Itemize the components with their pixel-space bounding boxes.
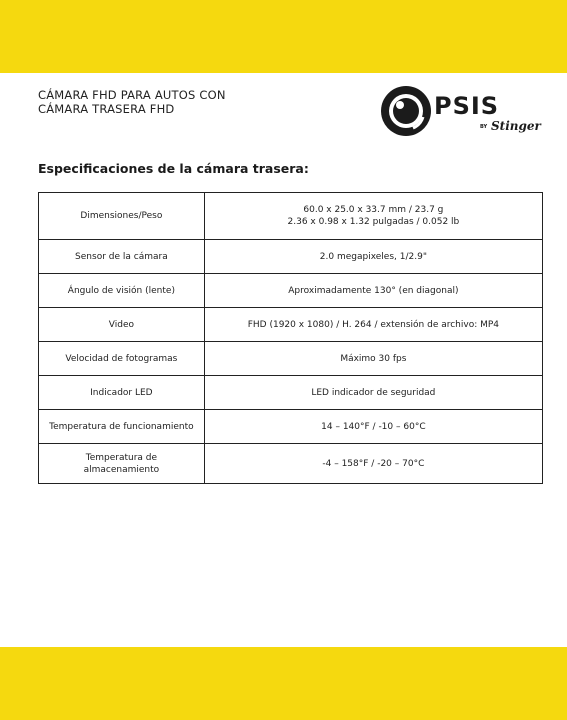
spec-label: Ángulo de visión (lente) [39, 274, 205, 308]
bottom-yellow-band [0, 647, 567, 720]
table-row [39, 376, 543, 410]
table-row [39, 193, 543, 240]
spec-value: -4 – 158°F / -20 – 70°C [204, 444, 542, 484]
spec-label-line: Temperatura de [85, 452, 158, 463]
spec-label: Indicador LED [39, 376, 205, 410]
spec-value: LED indicador de seguridad [204, 376, 542, 410]
product-title-line-1: CÁMARA FHD PARA AUTOS CON [38, 88, 226, 102]
logo-by-text: BY [480, 124, 488, 130]
spec-label: Video [39, 308, 205, 342]
spec-value-line: 60.0 x 25.0 x 33.7 mm / 23.7 g [303, 205, 444, 215]
spec-label-line: almacenamiento [83, 464, 160, 475]
table-row [39, 308, 543, 342]
spec-value: Aproximadamente 130° (en diagonal) [204, 274, 542, 308]
table-row [39, 444, 543, 484]
spec-label: Dimensiones/Peso [39, 193, 205, 240]
opsis-logo [379, 82, 549, 140]
spec-value [204, 193, 542, 240]
table-row [39, 274, 543, 308]
table-row [39, 410, 543, 444]
logo-wordmark: PSIS [434, 92, 500, 120]
specs-table [38, 192, 543, 484]
top-yellow-band [0, 0, 567, 73]
camera-lens-logo-icon [379, 84, 433, 138]
spec-label: Temperatura de funcionamiento [39, 410, 205, 444]
spec-label: Velocidad de fotogramas [39, 342, 205, 376]
table-row [39, 240, 543, 274]
table-row [39, 342, 543, 376]
product-title-line-2: CÁMARA TRASERA FHD [38, 102, 175, 116]
spec-value-line: 2.36 x 0.98 x 1.32 pulgadas / 0.052 lb [287, 217, 460, 227]
spec-label [39, 444, 205, 484]
section-heading: Especificaciones de la cámara trasera: [38, 161, 309, 176]
spec-value: Máximo 30 fps [204, 342, 542, 376]
spec-label: Sensor de la cámara [39, 240, 205, 274]
product-title [38, 88, 298, 116]
spec-value: 2.0 megapixeles, 1/2.9" [204, 240, 542, 274]
logo-brand-text: Stinger [491, 119, 541, 133]
spec-value: 14 – 140°F / -10 – 60°C [204, 410, 542, 444]
spec-value: FHD (1920 x 1080) / H. 264 / extensión de archivo: MP4 [204, 308, 542, 342]
